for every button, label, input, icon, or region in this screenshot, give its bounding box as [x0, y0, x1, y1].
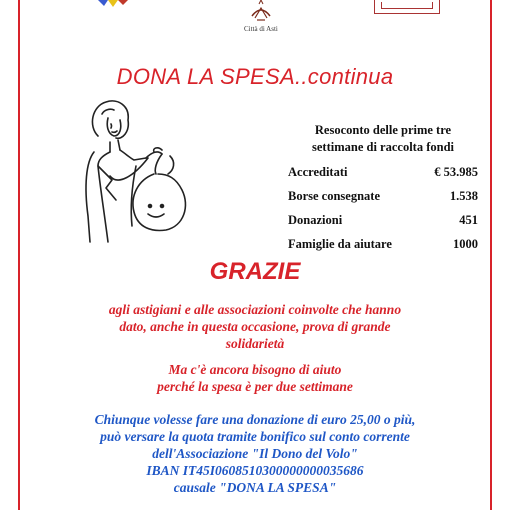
- donation-instructions: [22, 411, 488, 496]
- report-heading-line-2: settimane di raccolta fondi: [312, 140, 454, 154]
- fundraising-report: [288, 122, 478, 256]
- report-row-label: Borse consegnate: [288, 189, 380, 203]
- payment-reason-line: causale "DONA LA SPESA": [173, 480, 337, 495]
- thanks-heading: GRAZIE: [209, 258, 301, 285]
- association-logo: [96, 0, 132, 8]
- thanks-paragraph: [22, 301, 488, 352]
- report-heading-line-1: Resoconto delle prime tre: [314, 123, 452, 137]
- woman-with-shopping-bag-illustration: [58, 96, 198, 246]
- report-row: [288, 208, 478, 232]
- report-row-value: € 53.985: [434, 165, 478, 179]
- paragraph-line: Ma c'è ancora bisogno di aiuto: [168, 362, 342, 377]
- report-row-value: 1000: [453, 237, 478, 251]
- paragraph-line: Chiunque volesse fare una donazione di euro 25,00 o più,: [94, 412, 416, 427]
- page-title: DONA LA SPESA..continua: [116, 64, 394, 89]
- paragraph-line: solidarietà: [225, 336, 285, 351]
- report-row: [288, 160, 478, 184]
- paragraph-line: perché la spesa è per due settimane: [157, 379, 353, 394]
- report-row-value: 1.538: [449, 189, 478, 203]
- report-row-label: Accreditati: [288, 165, 348, 179]
- report-row: [288, 232, 478, 256]
- report-row-value: 451: [459, 213, 478, 227]
- paragraph-line: può versare la quota tramite bonifico sul conto corrente: [100, 429, 410, 444]
- partner-logo: [374, 0, 440, 14]
- city-caption: Città di Asti: [244, 25, 278, 33]
- city-crest-icon: [248, 0, 274, 22]
- paragraph-line: agli astigiani e alle associazioni coinvolte che hanno: [108, 302, 402, 317]
- appeal-paragraph: [22, 361, 488, 395]
- iban-line: IBAN IT45I0608510300000000035686: [146, 463, 364, 478]
- paragraph-line: dato, anche in questa occasione, prova di grande: [119, 319, 391, 334]
- report-row-label: Famiglie da aiutare: [288, 237, 392, 251]
- report-row-label: Donazioni: [288, 213, 343, 227]
- paragraph-line: dell'Associazione "Il Dono del Volo": [152, 446, 358, 461]
- report-row: [288, 184, 478, 208]
